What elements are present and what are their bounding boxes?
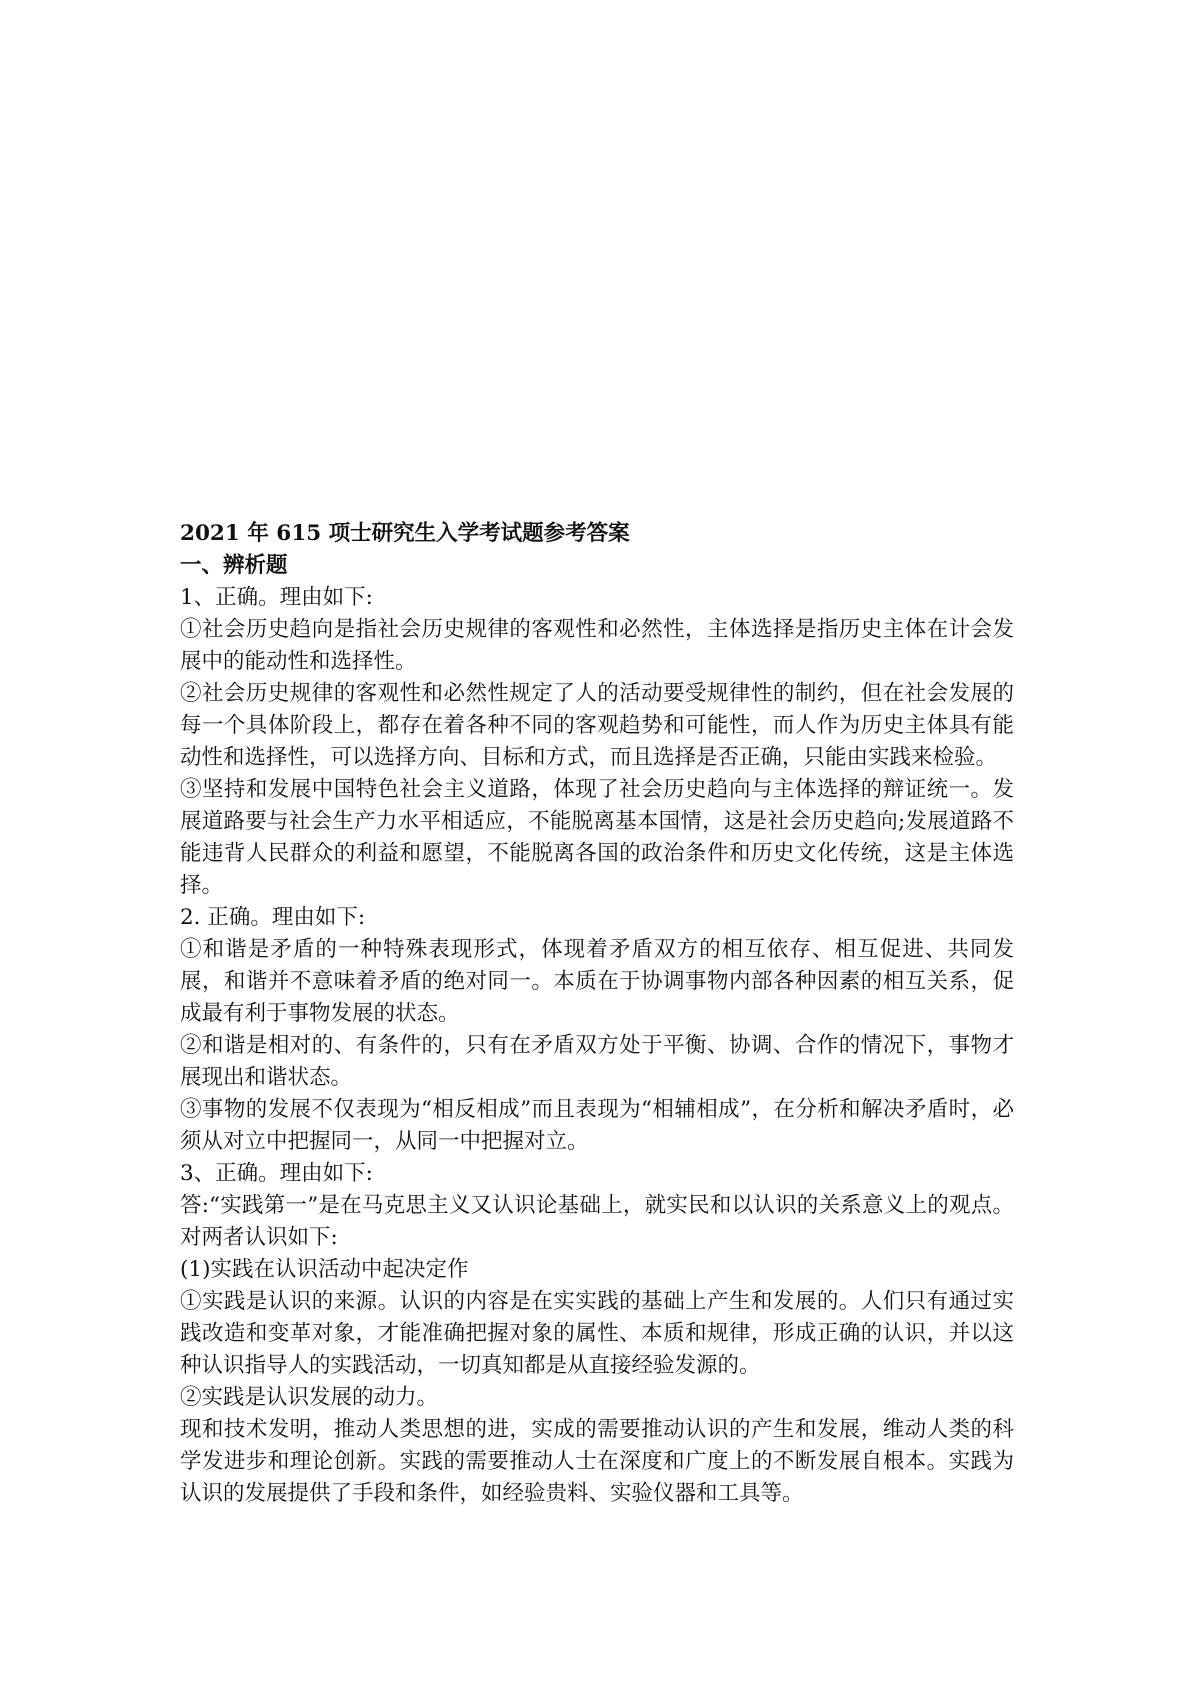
paragraph: 3、正确。理由如下: <box>180 1161 373 1186</box>
paragraph: (1)实践在认识活动中起决定作 <box>180 1257 469 1282</box>
paragraph: ②和谐是相对的、有条件的，只有在矛盾双方处于平衡、协调、合作的情况下，事物才展现出和谐状态。 <box>180 1033 1014 1090</box>
paragraph: ③事物的发展不仅表现为“相反相成”而且表现为“相辅相成”，在分析和解决矛盾时，必须从对立中把握同一，从同一中把握对立。 <box>180 1097 1014 1154</box>
paragraph: 答:“实践第一”是在马克思主义又认识论基础上，就实民和以认识的关系意义上的观点。对两者认识如下: <box>180 1193 1014 1250</box>
document-body <box>180 518 1014 1510</box>
document-title: 2021 年 615 项士研究生入学考试题参考答案 <box>180 521 630 546</box>
paragraph: 1、正确。理由如下: <box>180 585 373 610</box>
paragraph: ③坚持和发展中国特色社会主义道路，体现了社会历史趋向与主体选择的辩证统一。发展道路要与社会生产力水平相适应，不能脱离基本国情，这是社会历史趋向;发展道路不能违背人民群众的利益和愿望，不能脱离各国的政治条件和历史文化传统，这是主体选择。 <box>180 777 1014 898</box>
paragraph: ①和谐是矛盾的一种特殊表现形式，体现着矛盾双方的相互依存、相互促进、共同发展，和谐并不意味着矛盾的绝对同一。本质在于协调事物内部各种因素的相互关系，促成最有利于事物发展的状态。 <box>180 937 1014 1026</box>
section-heading: 一、辨析题 <box>180 553 288 578</box>
paragraph: ①社会历史趋向是指社会历史规律的客观性和必然性，主体选择是指历史主体在计会发展中的能动性和选择性。 <box>180 617 1014 674</box>
paragraph: 2. 正确。理由如下: <box>180 905 366 930</box>
paragraph: ②实践是认识发展的动力。 <box>180 1385 439 1410</box>
paragraph: ①实践是认识的来源。认识的内容是在实实践的基础上产生和发展的。人们只有通过实践改造和变革对象，才能准确把握对象的属性、本质和规律，形成正确的认识，并以这种认识指导人的实践活动，一切真知都是从直接经验发源的。 <box>180 1289 1014 1378</box>
paragraph: 现和技术发明，推动人类思想的进，实成的需要推动认识的产生和发展，维动人类的科学发进步和理论创新。实践的需要推动人士在深度和广度上的不断发展自根本。实践为认识的发展提供了手段和条件，如经验贵料、实验仪器和工具等。 <box>180 1417 1014 1506</box>
paragraph: ②社会历史规律的客观性和必然性规定了人的活动要受规律性的制约，但在社会发展的每一个具体阶段上，都存在着各种不同的客观趋势和可能性，而人作为历史主体具有能动性和选择性，可以选择方向、目标和方式，而且选择是否正确，只能由实践来检验。 <box>180 681 1014 770</box>
